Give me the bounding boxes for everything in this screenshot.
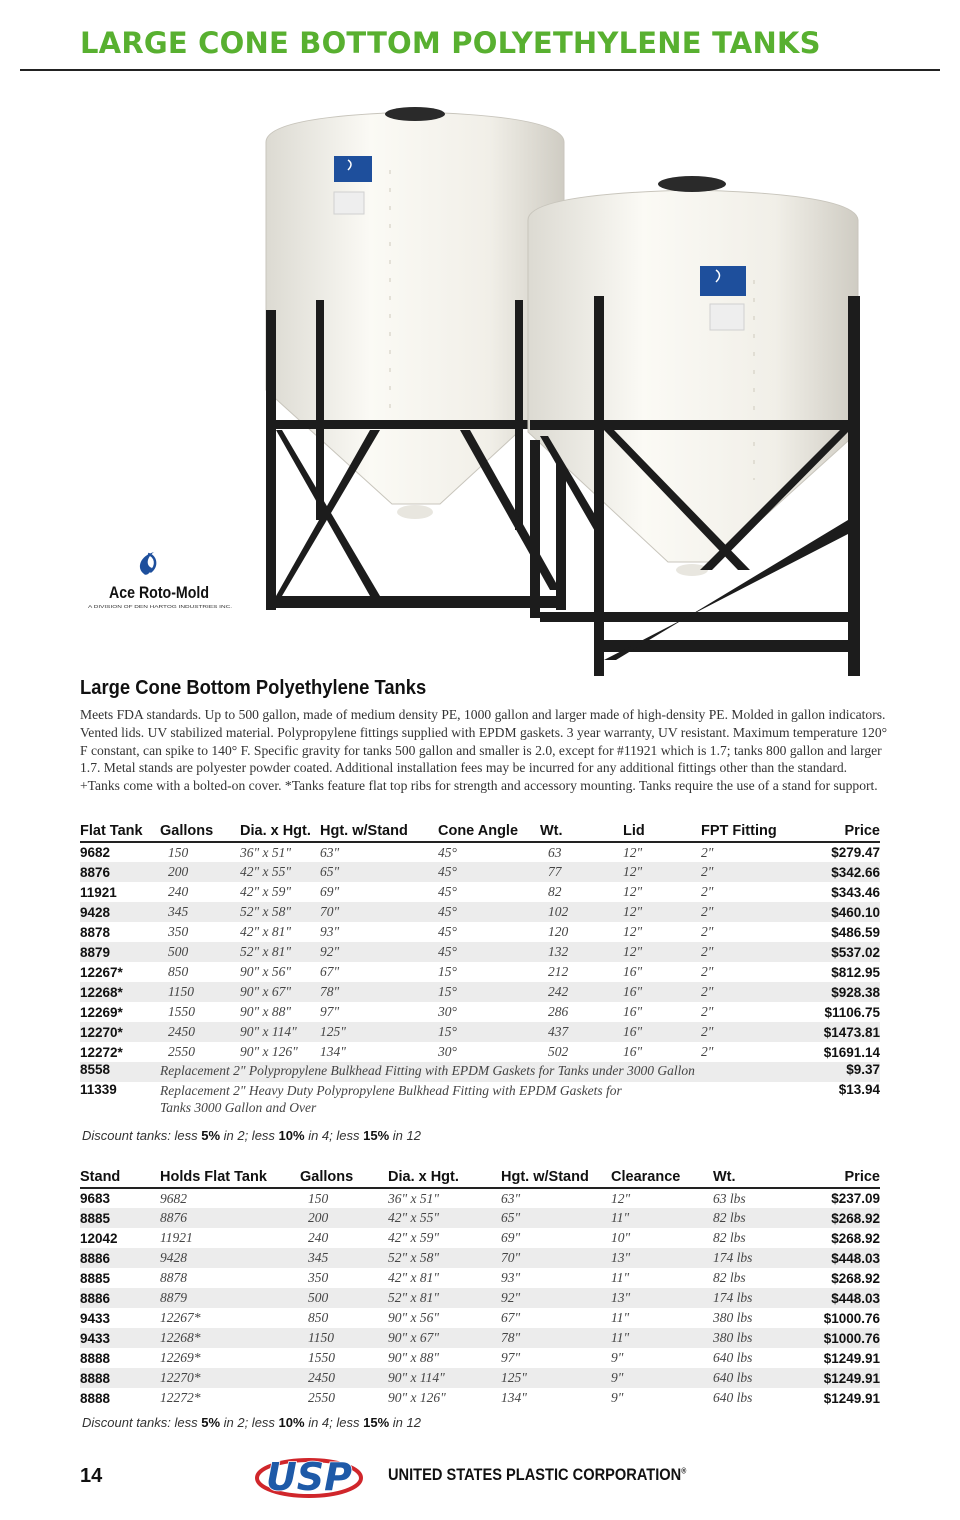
table-row — [80, 862, 880, 882]
table-cell: 125" — [501, 1368, 611, 1388]
section-heading: Large Cone Bottom Polyethylene Tanks — [80, 677, 427, 699]
table-row — [80, 842, 880, 862]
table-cell: 12272* — [80, 1044, 123, 1060]
table-row — [80, 1228, 880, 1248]
table-cell: 1550 — [168, 1004, 195, 1019]
table-cell: 132 — [540, 942, 623, 962]
table-row — [80, 1042, 880, 1062]
table-cell: 2" — [701, 1004, 714, 1019]
table-cell: 45° — [438, 902, 540, 922]
table-cell: 15° — [438, 964, 457, 979]
table-cell: 82 — [548, 884, 562, 899]
table-row — [80, 1248, 880, 1268]
table-cell: 345 — [300, 1248, 388, 1268]
table-cell: $268.92 — [793, 1208, 880, 1228]
table-row — [80, 922, 880, 942]
table-cell: $812.95 — [831, 964, 880, 980]
table-cell: 82 lbs — [713, 1208, 793, 1228]
table-cell: 8878 — [160, 1270, 187, 1285]
table-cell: 63 lbs — [713, 1190, 746, 1206]
table-cell: 11" — [611, 1208, 713, 1228]
table-cell: 90" x 88" — [388, 1350, 440, 1365]
table-cell: 42" x 81" — [388, 1270, 440, 1285]
table-cell: $268.92 — [831, 1270, 880, 1286]
table-row — [80, 1188, 880, 1208]
table-cell: 11921 — [160, 1230, 193, 1245]
table-cell: 90" x 114" — [240, 1022, 320, 1042]
table-cell: 9428 — [80, 902, 160, 922]
page-title: LARGE CONE BOTTOM POLYETHYLENE TANKS — [80, 26, 821, 60]
table-cell: 8876 — [160, 1208, 300, 1228]
product-description: Meets FDA standards. Up to 500 gallon, made of medium density PE, 1000 gallon and larger made of high-density PE. Molded in gallon indicators. Vented lids. UV stabilized material. Polypropylene fittings supplied with EPDM gaskets. 3 year warranty, UV resistant. Maximum temperature 120° F constant, can spike to 140° F. Specific gravity for tanks 500 gallon and smaller is 2.0, except for #11921 which is 1.7; tanks 800 gallon and larger 1.7. Metal stands are polyester powder coated. Additional installation fees may be incurred for any additional fittings other than the standard. +Tanks come with a bolted-on cover. *Tanks feature flat top ribs for strength and accessory mounting. Tanks require the use of a stand for support. — [80, 707, 888, 794]
table-cell: $342.66 — [791, 862, 880, 882]
table-cell: 52" x 58" — [388, 1248, 501, 1268]
accessory-price: $13.94 — [838, 1082, 880, 1097]
table-cell: 102 — [540, 902, 623, 922]
table-cell: $1691.14 — [823, 1044, 880, 1060]
table-cell: 97" — [320, 1004, 340, 1019]
table-row — [80, 1022, 880, 1042]
table-cell: 8885 — [80, 1208, 160, 1228]
brand-name: Ace Roto-Mold — [109, 583, 209, 602]
accessory-row — [80, 1082, 880, 1116]
table-cell: 63" — [320, 844, 340, 860]
table-cell: 2450 — [300, 1368, 388, 1388]
table-cell: 380 lbs — [713, 1328, 793, 1348]
table-cell: 97" — [501, 1350, 521, 1365]
col-header: Lid — [623, 820, 701, 842]
table-cell: 45° — [438, 844, 457, 860]
table-cell: 2" — [701, 982, 791, 1002]
brand-tagline: A DIVISION OF DEN HARTOG INDUSTRIES INC. — [88, 604, 232, 609]
table-row — [80, 1348, 880, 1368]
usp-letters: USP — [265, 1455, 353, 1499]
table-cell: 45° — [438, 884, 457, 899]
col-header: Gallons — [160, 820, 240, 842]
table-cell: 30° — [438, 1004, 457, 1019]
table-cell: $460.10 — [791, 902, 880, 922]
table-cell: 12270* — [160, 1368, 300, 1388]
accessory-price: $9.37 — [791, 1062, 880, 1082]
discount-text: in 4; less — [304, 1128, 364, 1143]
table-cell: 12268* — [80, 982, 160, 1002]
discount-rate: 10% — [278, 1415, 305, 1430]
table-cell: 2" — [701, 844, 714, 860]
table-cell: 42" x 59" — [240, 884, 292, 899]
table-cell: 90" x 67" — [240, 982, 320, 1002]
table-cell: 82 lbs — [713, 1230, 746, 1245]
table-cell: 12" — [623, 942, 701, 962]
table-cell: 8878 — [80, 924, 111, 940]
table-cell: $448.03 — [793, 1248, 880, 1268]
table-cell: 240 — [168, 884, 189, 899]
table-cell: 437 — [540, 1022, 623, 1042]
table-cell: 345 — [160, 902, 240, 922]
table-cell: 11" — [611, 1310, 630, 1325]
table-cell: 92" — [320, 942, 438, 962]
col-header: Flat Tank — [80, 820, 160, 842]
table-row — [80, 1208, 880, 1228]
table-cell: 42" x 59" — [388, 1230, 440, 1245]
table-cell: 78" — [320, 982, 438, 1002]
table-cell: 9" — [611, 1350, 624, 1365]
table-cell: 90" x 56" — [388, 1310, 440, 1325]
col-header: Dia. x Hgt. — [388, 1166, 501, 1188]
ace-roto-mold-logo — [84, 548, 244, 614]
company-name — [388, 1465, 686, 1485]
table-cell: 52" x 58" — [240, 902, 320, 922]
table-cell: 65" — [320, 862, 438, 882]
table-row — [80, 942, 880, 962]
table-cell: 850 — [308, 1310, 329, 1325]
page-number: 14 — [80, 1465, 103, 1487]
table-cell: 350 — [168, 924, 189, 939]
table-cell: 30° — [438, 1044, 457, 1059]
table-row — [80, 902, 880, 922]
table-cell: 2550 — [168, 1044, 195, 1059]
table-cell: $343.46 — [831, 884, 880, 900]
accessory-id: 11339 — [80, 1082, 117, 1097]
table-cell: 90" x 56" — [240, 964, 292, 979]
table-cell: 78" — [501, 1328, 611, 1348]
table-cell: 12269* — [160, 1350, 201, 1365]
accessory-id: 8558 — [80, 1062, 160, 1082]
discount-rate: 5% — [201, 1128, 221, 1143]
table-cell: $486.59 — [831, 924, 880, 940]
table-cell: 16" — [623, 982, 701, 1002]
table-cell: 1150 — [300, 1328, 388, 1348]
table-cell: 2" — [701, 1044, 714, 1059]
discount-text: Discount tanks: less — [82, 1415, 202, 1430]
table-cell: $237.09 — [831, 1191, 880, 1206]
table-cell: 8879 — [160, 1288, 300, 1308]
company-name-text: UNITED STATES PLASTIC CORPORATION — [388, 1465, 682, 1484]
table-cell: 16" — [623, 1022, 701, 1042]
table-cell: $1000.76 — [793, 1328, 880, 1348]
table-cell: 69" — [320, 884, 340, 899]
table-cell: 16" — [623, 1004, 643, 1019]
col-header: Gallons — [300, 1166, 388, 1188]
table-cell: 174 lbs — [713, 1248, 793, 1268]
table-cell: 9682 — [160, 1190, 187, 1206]
table-cell: 2" — [701, 964, 714, 979]
discount-rate: 10% — [278, 1128, 305, 1143]
table-cell: 2" — [701, 902, 791, 922]
usp-logo — [254, 1450, 364, 1502]
col-header: Wt. — [540, 820, 623, 842]
table-cell: 8888 — [80, 1350, 111, 1366]
table-cell: $537.02 — [791, 942, 880, 962]
table-cell: 12" — [623, 902, 701, 922]
table-cell: 8879 — [80, 942, 160, 962]
table-cell: 9" — [611, 1368, 713, 1388]
table-cell: 15° — [438, 982, 540, 1002]
table-cell: 12267* — [160, 1310, 201, 1325]
col-header: Price — [791, 820, 880, 842]
table-row — [80, 982, 880, 1002]
table-cell: 82 lbs — [713, 1270, 746, 1285]
table-cell: 63 — [548, 844, 562, 860]
table-cell: 67" — [320, 964, 340, 979]
table-cell: 90" x 126" — [240, 1044, 298, 1059]
discount-rate: 15% — [363, 1415, 390, 1430]
table-cell: 90" x 114" — [388, 1368, 501, 1388]
table-cell: $1249.91 — [793, 1368, 880, 1388]
tank-spec-table — [80, 820, 880, 1116]
discount-text: in 2; less — [220, 1415, 279, 1430]
table-cell: $1000.76 — [823, 1310, 880, 1326]
table-cell: 93" — [320, 924, 340, 939]
table-cell: $279.47 — [831, 845, 880, 860]
table-cell: 90" x 67" — [388, 1328, 501, 1348]
table-cell: 12042 — [80, 1230, 118, 1246]
table-cell: 8876 — [80, 862, 160, 882]
table-cell: 286 — [548, 1004, 569, 1019]
table-cell: 850 — [168, 964, 189, 979]
table-cell: 9428 — [160, 1248, 300, 1268]
discount-text: Discount tanks: less — [82, 1128, 202, 1143]
table-cell: 2" — [701, 884, 714, 899]
col-header: Wt. — [713, 1166, 793, 1188]
table-cell: 9433 — [80, 1328, 160, 1348]
table-cell: 174 lbs — [713, 1288, 793, 1308]
table-cell: 380 lbs — [713, 1310, 753, 1325]
table-cell: 150 — [308, 1190, 329, 1206]
table-cell: 16" — [623, 964, 643, 979]
table-cell: 15° — [438, 1022, 540, 1042]
col-header: Price — [793, 1166, 880, 1188]
table-cell: 640 lbs — [713, 1390, 753, 1405]
col-header: Stand — [80, 1166, 160, 1188]
table-cell: $1473.81 — [791, 1022, 880, 1042]
table-cell: 12" — [623, 862, 701, 882]
table-cell: 200 — [300, 1208, 388, 1228]
table-cell: 70" — [320, 902, 438, 922]
table-cell: 212 — [548, 964, 569, 979]
table-cell: 8886 — [80, 1288, 160, 1308]
accessory-description: Replacement 2" Polypropylene Bulkhead Fitting with EPDM Gaskets for Tanks under 3000 Gallon — [160, 1062, 791, 1082]
table-cell: 12269* — [80, 1004, 123, 1020]
table-cell: 502 — [548, 1044, 569, 1059]
table-cell: 640 lbs — [713, 1350, 753, 1365]
table-cell: 52" x 81" — [388, 1288, 501, 1308]
discount-note-stands — [82, 1415, 421, 1430]
table-cell: 9433 — [80, 1310, 111, 1326]
table-row — [80, 962, 880, 982]
table-cell: 45° — [438, 942, 540, 962]
table-cell: 120 — [548, 924, 569, 939]
col-header: Hgt. w/Stand — [501, 1166, 611, 1188]
table-cell: 52" x 81" — [240, 942, 320, 962]
discount-note-tanks — [82, 1128, 421, 1143]
table-cell: 11921 — [80, 884, 117, 900]
table-cell: 70" — [501, 1248, 611, 1268]
table-cell: 42" x 55" — [240, 862, 320, 882]
table-cell: 90" x 126" — [388, 1390, 446, 1405]
discount-text: in 12 — [389, 1128, 421, 1143]
table-cell: 2450 — [160, 1022, 240, 1042]
discount-rate: 5% — [201, 1415, 221, 1430]
col-header: Hgt. w/Stand — [320, 820, 438, 842]
table-cell: 200 — [160, 862, 240, 882]
table-cell: 36" x 51" — [388, 1190, 440, 1206]
table-cell: 69" — [501, 1230, 521, 1245]
table-cell: 2550 — [308, 1390, 335, 1405]
table-cell: 8888 — [80, 1368, 160, 1388]
table-cell: 500 — [300, 1288, 388, 1308]
table-cell: $1249.91 — [823, 1350, 880, 1366]
table-cell: 2" — [701, 924, 714, 939]
table-cell: 42" x 81" — [240, 924, 292, 939]
table-cell: $928.38 — [791, 982, 880, 1002]
table-cell: 2" — [701, 942, 791, 962]
table-cell: 10" — [611, 1230, 631, 1245]
table-cell: 63" — [501, 1190, 521, 1206]
table-cell: 12272* — [160, 1390, 201, 1405]
table-cell: 67" — [501, 1310, 521, 1325]
table-cell: 13" — [611, 1288, 713, 1308]
table-cell: 16" — [623, 1044, 643, 1059]
table-cell: $268.92 — [831, 1230, 880, 1246]
table-row — [80, 1368, 880, 1388]
table-cell: $448.03 — [793, 1288, 880, 1308]
table-cell: 45° — [438, 924, 457, 939]
table-cell: $1106.75 — [824, 1004, 880, 1020]
table-row — [80, 1002, 880, 1022]
table-cell: 12" — [623, 844, 643, 860]
table-cell: 93" — [501, 1270, 521, 1285]
table-cell: 8885 — [80, 1270, 111, 1286]
stand-table-header — [80, 1166, 880, 1188]
accessory-row — [80, 1062, 880, 1082]
table-cell: 134" — [501, 1390, 527, 1405]
stand-spec-table — [80, 1166, 880, 1408]
table-cell: 12268* — [160, 1328, 300, 1348]
discount-text: in 12 — [389, 1415, 421, 1430]
table-cell: 1550 — [308, 1350, 335, 1365]
table-cell: 2" — [701, 862, 791, 882]
tank-table-header — [80, 820, 880, 842]
table-cell: 9683 — [80, 1191, 111, 1206]
discount-text: in 4; less — [304, 1415, 364, 1430]
table-cell: 125" — [320, 1022, 438, 1042]
table-cell: 42" x 55" — [388, 1208, 501, 1228]
table-row — [80, 1288, 880, 1308]
title-divider — [20, 69, 940, 71]
col-header: Clearance — [611, 1166, 713, 1188]
table-cell: $1249.91 — [823, 1390, 880, 1406]
table-cell: 9" — [611, 1390, 624, 1405]
table-cell: 13" — [611, 1248, 713, 1268]
table-cell: 11" — [611, 1328, 713, 1348]
table-cell: 150 — [168, 844, 189, 860]
col-header: Cone Angle — [438, 820, 540, 842]
table-cell: 77 — [540, 862, 623, 882]
table-row — [80, 1388, 880, 1408]
col-header: Dia. x Hgt. — [240, 820, 320, 842]
table-cell: 12" — [623, 924, 643, 939]
accessory-description: Replacement 2" Heavy Duty Polypropylene Bulkhead Fitting with EPDM Gaskets for Tanks 3000 Gallon and Over — [160, 1083, 622, 1115]
table-cell: 8888 — [80, 1390, 111, 1406]
discount-rate: 15% — [363, 1128, 390, 1143]
table-row — [80, 1328, 880, 1348]
table-cell: 12267* — [80, 964, 123, 980]
table-cell: 134" — [320, 1044, 346, 1059]
table-cell: 92" — [501, 1288, 611, 1308]
table-row — [80, 1268, 880, 1288]
table-cell: 45° — [438, 862, 540, 882]
registered-mark: ® — [681, 1466, 687, 1476]
table-cell: 90" x 88" — [240, 1004, 292, 1019]
table-cell: 8886 — [80, 1248, 160, 1268]
table-row — [80, 1308, 880, 1328]
col-header: FPT Fitting — [701, 820, 791, 842]
table-cell: 2" — [701, 1022, 791, 1042]
table-cell: 65" — [501, 1208, 611, 1228]
table-cell: 500 — [160, 942, 240, 962]
table-cell: 9682 — [80, 845, 111, 860]
cone-tanks-photo — [230, 100, 870, 680]
table-cell: 350 — [308, 1270, 329, 1285]
discount-text: in 2; less — [220, 1128, 279, 1143]
table-cell: 12270* — [80, 1022, 160, 1042]
table-cell: 1150 — [160, 982, 240, 1002]
table-cell: 240 — [308, 1230, 329, 1245]
table-cell: 242 — [540, 982, 623, 1002]
table-row — [80, 882, 880, 902]
table-cell: 11" — [611, 1270, 630, 1285]
table-cell: 12" — [611, 1190, 631, 1206]
table-cell: 640 lbs — [713, 1368, 793, 1388]
table-cell: 36" x 51" — [240, 844, 292, 860]
col-header: Holds Flat Tank — [160, 1166, 300, 1188]
table-cell: 12" — [623, 884, 643, 899]
